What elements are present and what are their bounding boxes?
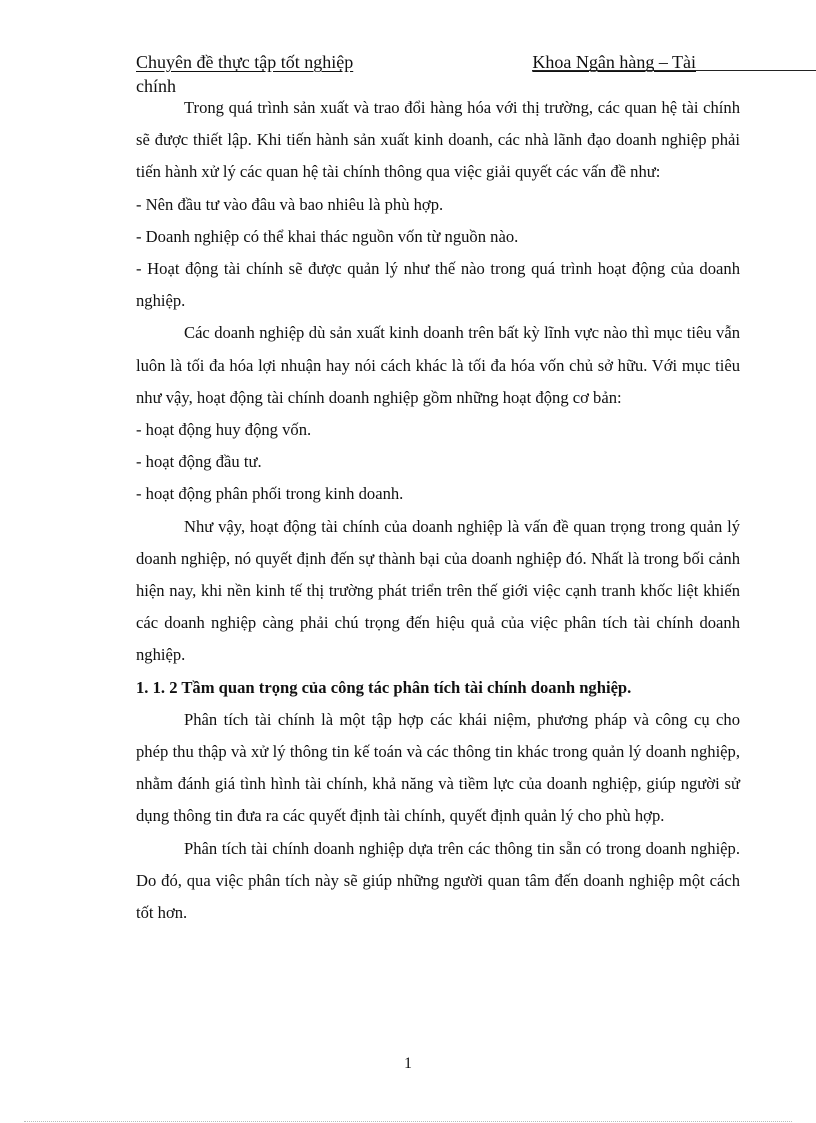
- paragraph-basis: Phân tích tài chính doanh nghiệp dựa trên các thông tin sẵn có trong doanh nghiệp. Do đó, qua việc phân tích này sẽ giúp những người quan tâm đến doanh nghiệp một cách tốt hơn.: [136, 838, 740, 923]
- paragraph-intro: Trong quá trình sản xuất và trao đổi hàng hóa với thị trường, các quan hệ tài chính sẽ được thiết lập. Khi tiến hành sản xuất kinh doanh, các nhà lãnh đạo doanh nghiệp phải tiến hành xử lý các quan hệ tài chính thông qua việc giải quyết các vấn đề như:: [136, 98, 740, 182]
- list-item-raise-capital: - hoạt động huy động vốn.: [136, 420, 312, 440]
- list-item-investment: - hoạt động đầu tư.: [136, 452, 262, 472]
- page-number: 1: [404, 1055, 412, 1072]
- section-heading: 1. 1. 2 Tầm quan trọng của công tác phân tích tài chính doanh nghiệp.: [136, 677, 632, 697]
- header-continuation: chính: [136, 76, 176, 96]
- paragraph-goals: Các doanh nghiệp dù sản xuất kinh doanh trên bất kỳ lĩnh vực nào thì mục tiêu vẫn luôn là tối đa hóa lợi nhuận hay nói cách khác là tối đa hóa vốn chủ sở hữu. Với mục tiêu như vậy, hoạt động tài chính doanh nghiệp gồm những hoạt động cơ bản:: [136, 323, 740, 407]
- paragraph-definition: Phân tích tài chính là một tập hợp các khái niệm, phương pháp và công cụ cho phép thu thập và xử lý thông tin kế toán và các thông tin khác trong quản lý doanh nghiệp, nhằm đánh giá tình hình tài chính, khả năng và tiềm lực của doanh nghiệp, giúp người sử dụng thông tin đưa ra các quyết định tài chính, quyết định quản lý cho phù hợp.: [136, 709, 740, 826]
- list-item-management: - Hoạt động tài chính sẽ được quản lý như thế nào trong quá trình hoạt động của doanh nghiệp.: [136, 259, 740, 311]
- page-header: [136, 50, 740, 98]
- list-item-distribution: - hoạt động phân phối trong kinh doanh.: [136, 484, 404, 504]
- paragraph-conclusion: Như vậy, hoạt động tài chính của doanh nghiệp là vấn đề quan trọng trong quản lý doanh nghiệp, nó quyết định đến sự thành bại của doanh nghiệp đó. Nhất là trong bối cảnh hiện nay, khi nền kinh tế thị trường phát triển trên thế giới việc cạnh tranh khốc liệt khiến các doanh nghiệp càng phải chú trọng đến hiệu quả của việc phân tích tài chính doanh nghiệp.: [136, 516, 740, 665]
- list-item-invest: - Nên đầu tư vào đâu và bao nhiêu là phù hợp.: [136, 194, 444, 214]
- header-rule: [532, 70, 816, 71]
- page-bottom-border: [24, 1121, 792, 1122]
- header-left-title: Chuyên đề thực tập tốt nghiệp: [136, 52, 354, 72]
- list-item-capital-source: - Doanh nghiệp có thể khai thác nguồn vốn từ nguồn nào.: [136, 226, 519, 246]
- header-right-title: Khoa Ngân hàng – Tài: [532, 52, 696, 72]
- document-body: [136, 92, 740, 929]
